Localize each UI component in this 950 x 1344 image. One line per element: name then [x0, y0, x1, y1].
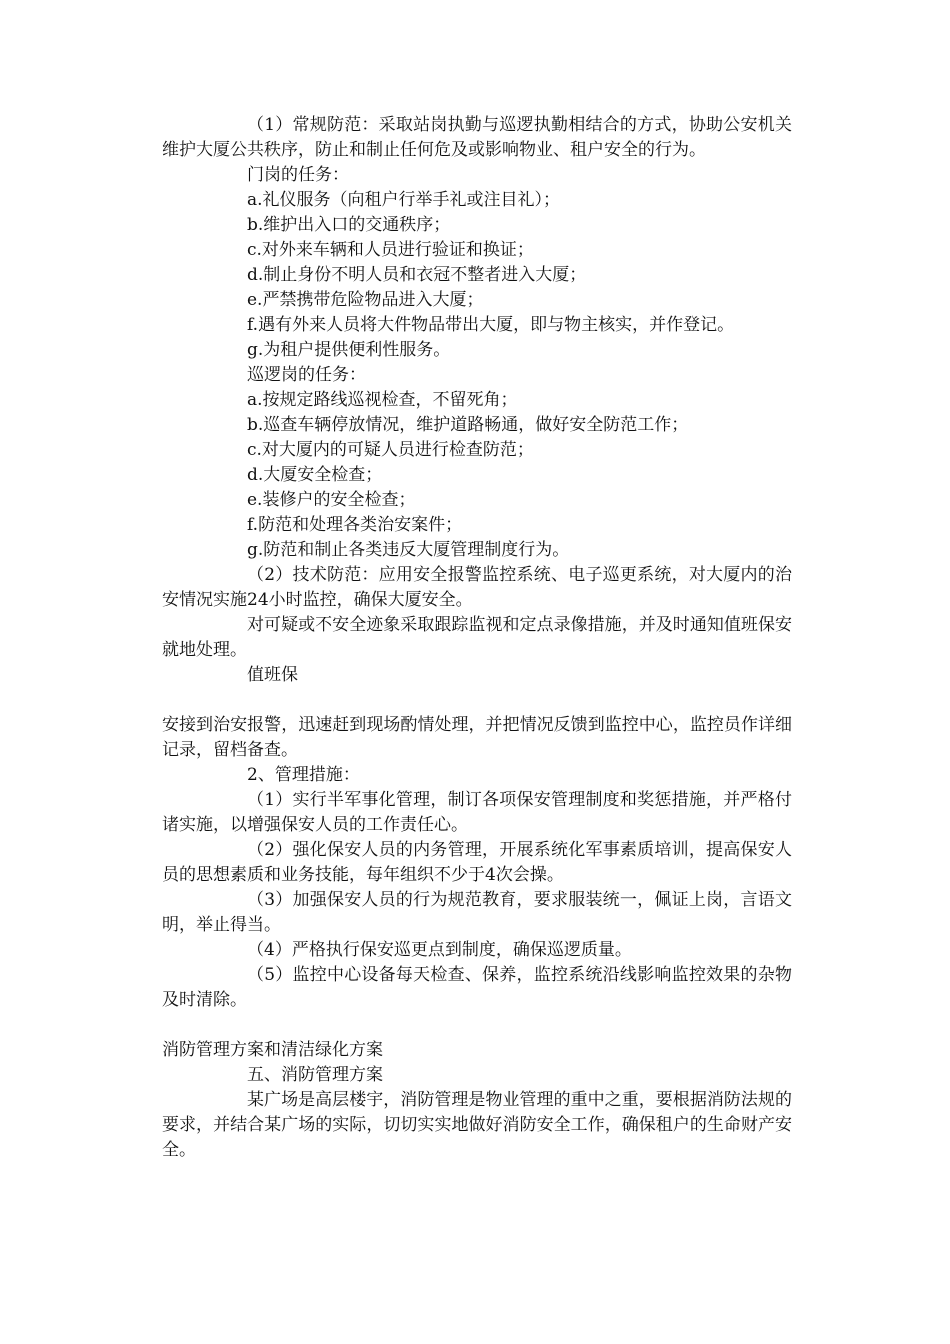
list-item: c.对大厦内的可疑人员进行检查防范； — [247, 440, 534, 460]
paragraph-fragment: 值班保 — [247, 665, 298, 685]
paragraph-measure-4: （4）严格执行保安巡更点到制度，确保巡逻质量。 — [247, 940, 632, 960]
list-item: b.维护出入口的交通秩序； — [247, 215, 451, 235]
list-item: a.按规定路线巡视检查，不留死角； — [247, 390, 518, 410]
list-item: f.遇有外来人员将大件物品带出大厦，即与物主核实，并作登记。 — [247, 315, 735, 335]
list-item: d.制止身份不明人员和衣冠不整者进入大厦； — [247, 265, 587, 285]
document-body — [162, 113, 792, 1163]
paragraph-measure-3: （3）加强保安人员的行为规范教育，要求服装统一，佩证上岗，言语文明，举止得当。 — [162, 890, 792, 935]
paragraph-technical-prevention: （2）技术防范：应用安全报警监控系统、电子巡更系统，对大厦内的治安情况实施24小时监控，确保大厦安全。 — [162, 565, 792, 610]
paragraph-measure-1: （1）实行半军事化管理，制订各项保安管理制度和奖惩措施，并严格付诸实施，以增强保安人员的工作责任心。 — [162, 790, 792, 835]
list-item: g.防范和制止各类违反大厦管理制度行为。 — [247, 540, 570, 560]
heading-management-measures: 2、管理措施： — [247, 765, 360, 785]
heading-patrol-post-tasks: 巡逻岗的任务： — [247, 365, 366, 385]
section-title: 消防管理方案和清洁绿化方案 — [162, 1040, 383, 1060]
list-item: b.巡查车辆停放情况，维护道路畅通，做好安全防范工作； — [247, 415, 689, 435]
paragraph-measure-2: （2）强化保安人员的内务管理，开展系统化军事素质培训，提高保安人员的思想素质和业务技能，每年组织不少于4次会操。 — [162, 840, 792, 885]
section-heading-fire-management: 五、消防管理方案 — [247, 1065, 383, 1085]
list-item: d.大厦安全检查； — [247, 465, 383, 485]
paragraph-measure-5: （5）监控中心设备每天检查、保养，监控系统沿线影响监控效果的杂物及时清除。 — [162, 965, 792, 1010]
paragraph-routine-prevention: （1）常规防范：采取站岗执勤与巡逻执勤相结合的方式，协助公安机关维护大厦公共秩序，防止和制止任何危及或影响物业、租户安全的行为。 — [162, 115, 792, 160]
blank-line — [162, 688, 792, 713]
list-item: f.防范和处理各类治安案件； — [247, 515, 463, 535]
list-item: e.装修户的安全检查； — [247, 490, 416, 510]
heading-gate-post-tasks: 门岗的任务： — [247, 165, 349, 185]
list-item: g.为租户提供便利性服务。 — [247, 340, 451, 360]
list-item: e.严禁携带危险物品进入大厦； — [247, 290, 484, 310]
paragraph-suspicious-tracking: 对可疑或不安全迹象采取跟踪监视和定点录像措施，并及时通知值班保安就地处理。 — [162, 615, 792, 660]
list-item: a.礼仪服务（向租户行举手礼或注目礼）； — [247, 190, 561, 210]
paragraph-fire-management-intro: 某广场是高层楼宇，消防管理是物业管理的重中之重，要根据消防法规的要求，并结合某广场的实际，切切实实地做好消防安全工作，确保租户的生命财产安全。 — [162, 1090, 792, 1160]
blank-line — [162, 1013, 792, 1038]
paragraph-alarm-response: 安接到治安报警，迅速赶到现场酌情处理，并把情况反馈到监控中心，监控员作详细记录，留档备查。 — [162, 715, 792, 760]
list-item: c.对外来车辆和人员进行验证和换证； — [247, 240, 534, 260]
